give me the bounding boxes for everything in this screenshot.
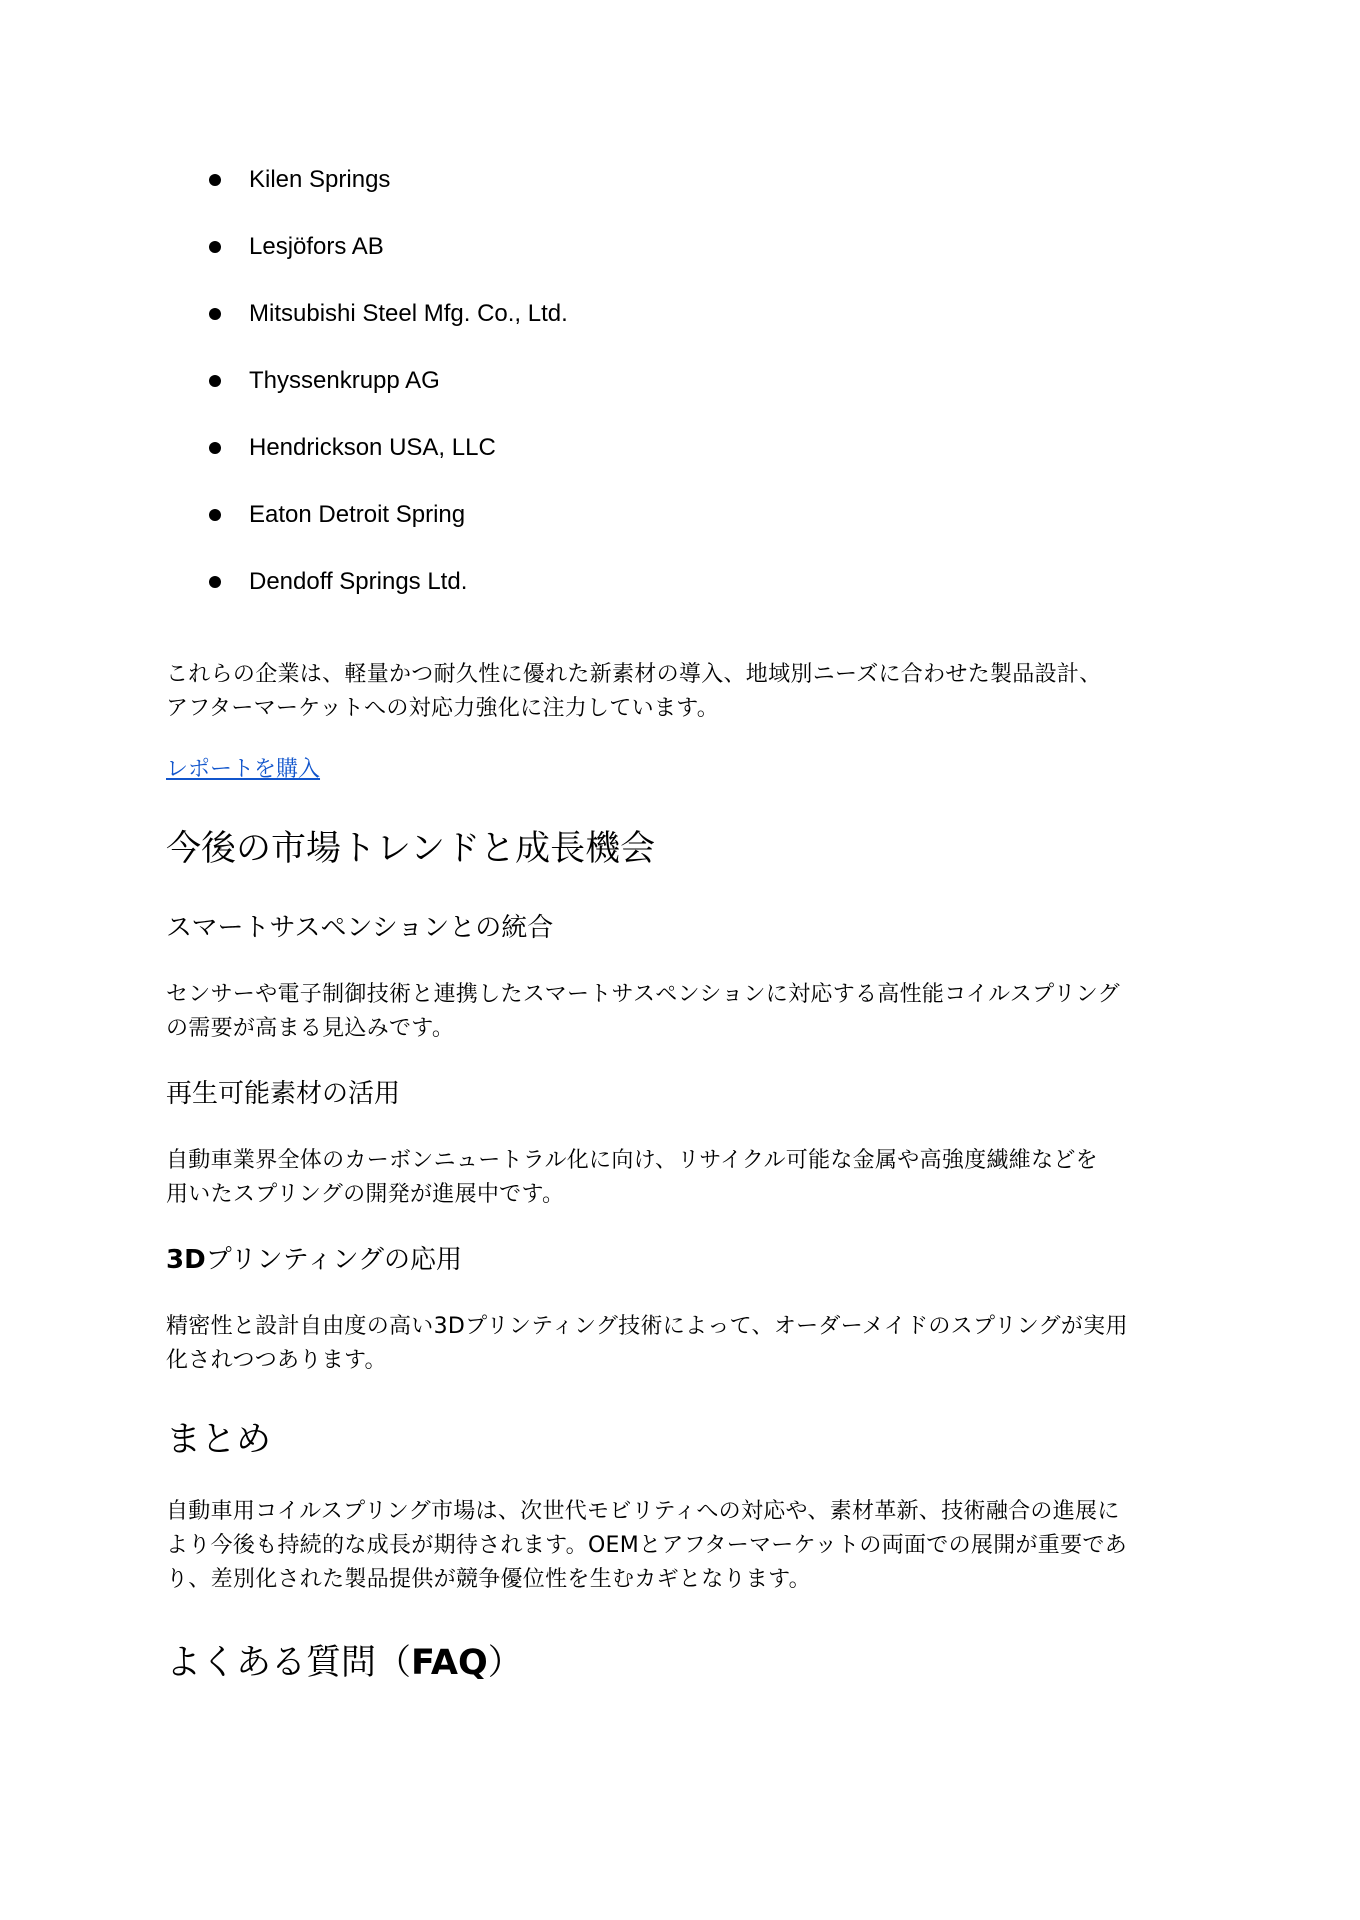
paragraph-line: センサーや電子制御技術と連携したスマートサスペンションに対応する高性能コイルスプリング xyxy=(166,982,1120,1007)
bullet-icon xyxy=(209,241,221,253)
smart-suspension-heading: スマートサスペンションとの統合 xyxy=(166,913,554,943)
company-name: Dendoff Springs Ltd. xyxy=(249,568,468,595)
bullet-icon xyxy=(209,308,221,320)
company-name: Hendrickson USA, LLC xyxy=(249,434,496,461)
buy-report-link[interactable]: レポートを購入 xyxy=(166,757,321,782)
buy-link-row xyxy=(166,752,1206,783)
heading-bold-part: 3D xyxy=(166,1245,206,1275)
trends-section xyxy=(166,827,1206,871)
3d-printing-paragraph xyxy=(166,1310,1206,1378)
renewable-materials-section xyxy=(166,1076,1206,1112)
bullet-icon xyxy=(209,576,221,588)
bullet-icon xyxy=(209,375,221,387)
faq-heading-post: ） xyxy=(487,1643,523,1683)
list-item xyxy=(205,428,568,495)
paragraph-line: の需要が高まる見込みです。 xyxy=(166,1016,455,1041)
faq-heading xyxy=(166,1641,1206,1685)
list-item xyxy=(205,361,568,428)
summary-paragraph xyxy=(166,1495,1206,1597)
company-name: Mitsubishi Steel Mfg. Co., Ltd. xyxy=(249,300,568,327)
trends-heading: 今後の市場トレンドと成長機会 xyxy=(166,829,656,869)
bullet-icon xyxy=(209,174,221,186)
faq-section xyxy=(166,1641,1206,1685)
company-name: Eaton Detroit Spring xyxy=(249,501,466,528)
3d-printing-section xyxy=(166,1242,1206,1278)
list-item xyxy=(205,495,568,562)
bullet-icon xyxy=(209,442,221,454)
renewable-materials-paragraph xyxy=(166,1144,1206,1212)
renewable-materials-heading: 再生可能素材の活用 xyxy=(166,1079,401,1109)
paragraph-line: 自動車用コイルスプリング市場は、次世代モビリティへの対応や、素材革新、技術融合の進展に xyxy=(166,1499,1120,1524)
list-item xyxy=(205,160,568,227)
summary-heading: まとめ xyxy=(166,1420,272,1460)
paragraph-line: アフターマーケットへの対応力強化に注力しています。 xyxy=(166,696,720,721)
list-item xyxy=(205,227,568,294)
list-item xyxy=(205,562,568,629)
company-name: Kilen Springs xyxy=(249,166,391,193)
list-item xyxy=(205,294,568,361)
summary-section xyxy=(166,1418,1206,1462)
faq-heading-bold: FAQ xyxy=(411,1643,488,1683)
heading-rest: プリンティングの応用 xyxy=(205,1245,463,1275)
paragraph-line: これらの企業は、軽量かつ耐久性に優れた新素材の導入、地域別ニーズに合わせた製品設計、 xyxy=(166,662,1102,687)
faq-heading-pre: よくある質問（ xyxy=(166,1643,412,1683)
paragraph-line: 化されつつあります。 xyxy=(166,1348,387,1373)
bullet-icon xyxy=(209,509,221,521)
smart-suspension-paragraph xyxy=(166,978,1206,1046)
company-name: Lesjöfors AB xyxy=(249,233,384,260)
companies-paragraph xyxy=(166,658,1206,726)
paragraph-line: より今後も持続的な成長が期待されます。OEMとアフターマーケットの両面での展開が重要であ xyxy=(166,1533,1128,1558)
company-list xyxy=(205,160,568,629)
paragraph-line: 用いたスプリングの開発が進展中です。 xyxy=(166,1182,565,1207)
3d-printing-heading xyxy=(166,1242,1206,1278)
paragraph-line: り、差別化された製品提供が競争優位性を生むカギとなります。 xyxy=(166,1567,811,1592)
paragraph-line: 自動車業界全体のカーボンニュートラル化に向け、リサイクル可能な金属や高強度繊維などを xyxy=(166,1148,1098,1173)
smart-suspension-section xyxy=(166,910,1206,946)
company-name: Thyssenkrupp AG xyxy=(249,367,440,394)
paragraph-line: 精密性と設計自由度の高い3Dプリンティング技術によって、オーダーメイドのスプリングが実用 xyxy=(166,1314,1128,1339)
